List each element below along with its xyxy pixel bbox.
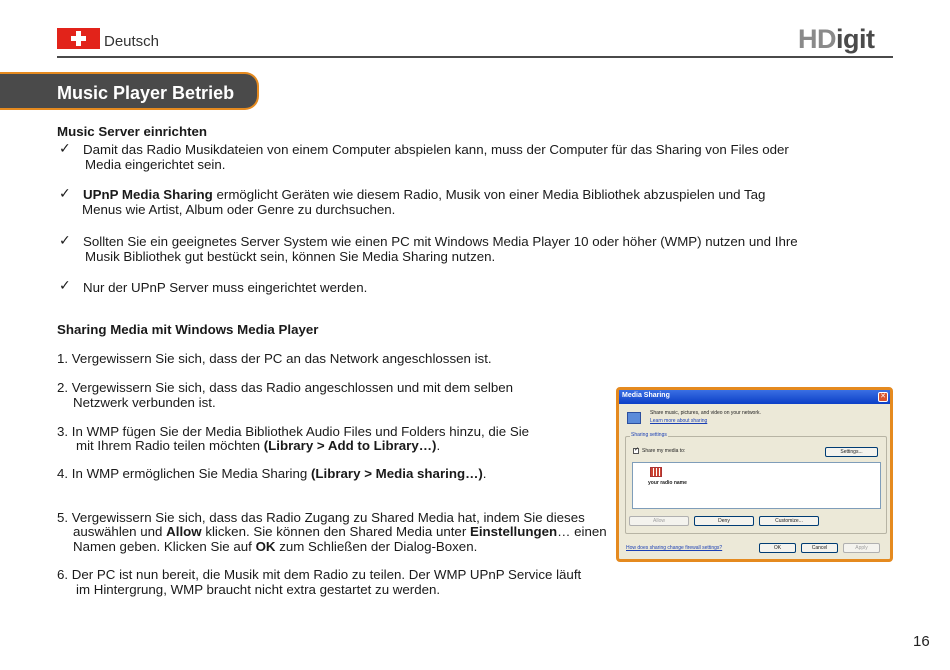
check-icon: ✓ (59, 232, 71, 248)
customize-button: Customize... (759, 516, 819, 526)
check-icon: ✓ (59, 185, 71, 201)
deny-button: Deny (694, 516, 754, 526)
step-5-line3: Namen geben. Klicken Sie auf OK zum Schließen der Dialog-Boxen. (73, 539, 478, 554)
dialog-titlebar (619, 390, 890, 404)
step-2-line2: Netzwerk verbunden ist. (73, 395, 216, 410)
step-5-line1: 5. Vergewissern Sie sich, dass das Radio Zugang zu Shared Media hat, indem Sie dieses (57, 510, 585, 525)
header-divider (57, 56, 893, 58)
device-icon (650, 467, 662, 477)
bullet-2-line1: UPnP Media Sharing ermöglicht Geräten wie diesem Radio, Musik von einer Media Bibliothek abzuspielen und Tag (83, 187, 766, 202)
group-label: Sharing settings (631, 432, 667, 438)
bullet-4-line1: Nur der UPnP Server muss eingerichtet werden. (83, 280, 368, 295)
bullet-1-line1: Damit das Radio Musikdateien von einem Computer abspielen kann, muss der Computer für das Sharing von Files oder (83, 142, 789, 157)
section-heading-sharing: Sharing Media mit Windows Media Player (57, 322, 319, 337)
apply-button: Apply (843, 543, 880, 553)
cancel-button: Cancel (801, 543, 838, 553)
step-5-line2: auswählen und Allow klicken. Sie können den Shared Media unter Einstellungen… einen (73, 524, 607, 539)
page-number: 16 (913, 633, 930, 650)
network-share-icon (627, 412, 641, 424)
dialog-description: Share music, pictures, and video on your network. (650, 410, 761, 416)
step-1: 1. Vergewissern Sie sich, dass der PC an das Network angeschlossen ist. (57, 351, 492, 366)
section-title-tab (0, 72, 259, 110)
bullet-3-line2: Musik Bibliothek gut bestückt sein, können Sie Media Sharing nutzen. (85, 249, 496, 264)
bullet-3-line1: Sollten Sie ein geeignetes Server System wie einen PC mit Windows Media Player 10 oder höher (WMP) nutzen und Ihre (83, 234, 798, 249)
step-4: 4. In WMP ermöglichen Sie Media Sharing (Library > Media sharing…). (57, 466, 487, 481)
step-6-line1: 6. Der PC ist nun bereit, die Musik mit dem Radio zu teilen. Der WMP UPnP Service läuft (57, 567, 582, 582)
step-3-line1: 3. In WMP fügen Sie der Media Bibliothek Audio Files und Folders hinzu, die Sie (57, 424, 530, 439)
device-list (632, 462, 881, 509)
step-6-line2: im Hintergrung, WMP braucht nicht extra gestartet zu werden. (76, 582, 441, 597)
section-heading-server: Music Server einrichten (57, 124, 208, 139)
firewall-settings-link: How does sharing change firewall settings? (626, 545, 723, 551)
allow-button: Allow (629, 516, 689, 526)
learn-more-link: Learn more about sharing (650, 418, 708, 424)
media-sharing-dialog-screenshot (616, 387, 893, 562)
page-title: Music Player Betrieb (57, 83, 235, 103)
check-icon: ✓ (59, 277, 71, 293)
share-media-checkbox (633, 448, 639, 454)
share-checkbox-label: Share my media to: (642, 448, 686, 454)
step-3-line2: mit Ihrem Radio teilen möchten (Library > Add to Library…). (76, 438, 441, 453)
language-label: Deutsch (104, 33, 160, 50)
check-icon: ✓ (59, 140, 71, 156)
swiss-flag-icon (57, 28, 100, 49)
bullet-1-line2: Media eingerichtet sein. (85, 157, 226, 172)
ok-button: OK (759, 543, 796, 553)
dialog-title: Media Sharing (622, 392, 670, 399)
settings-button: Settings... (825, 447, 878, 457)
device-name: your radio name (648, 480, 687, 486)
step-2-line1: 2. Vergewissern Sie sich, dass das Radio angeschlossen und mit dem selben (57, 380, 514, 395)
bullet-2-line2: Menus wie Artist, Album oder Genre zu durchsuchen. (82, 202, 396, 217)
hdigit-logo: HDigit (798, 24, 875, 54)
close-icon: ✕ (878, 392, 888, 402)
